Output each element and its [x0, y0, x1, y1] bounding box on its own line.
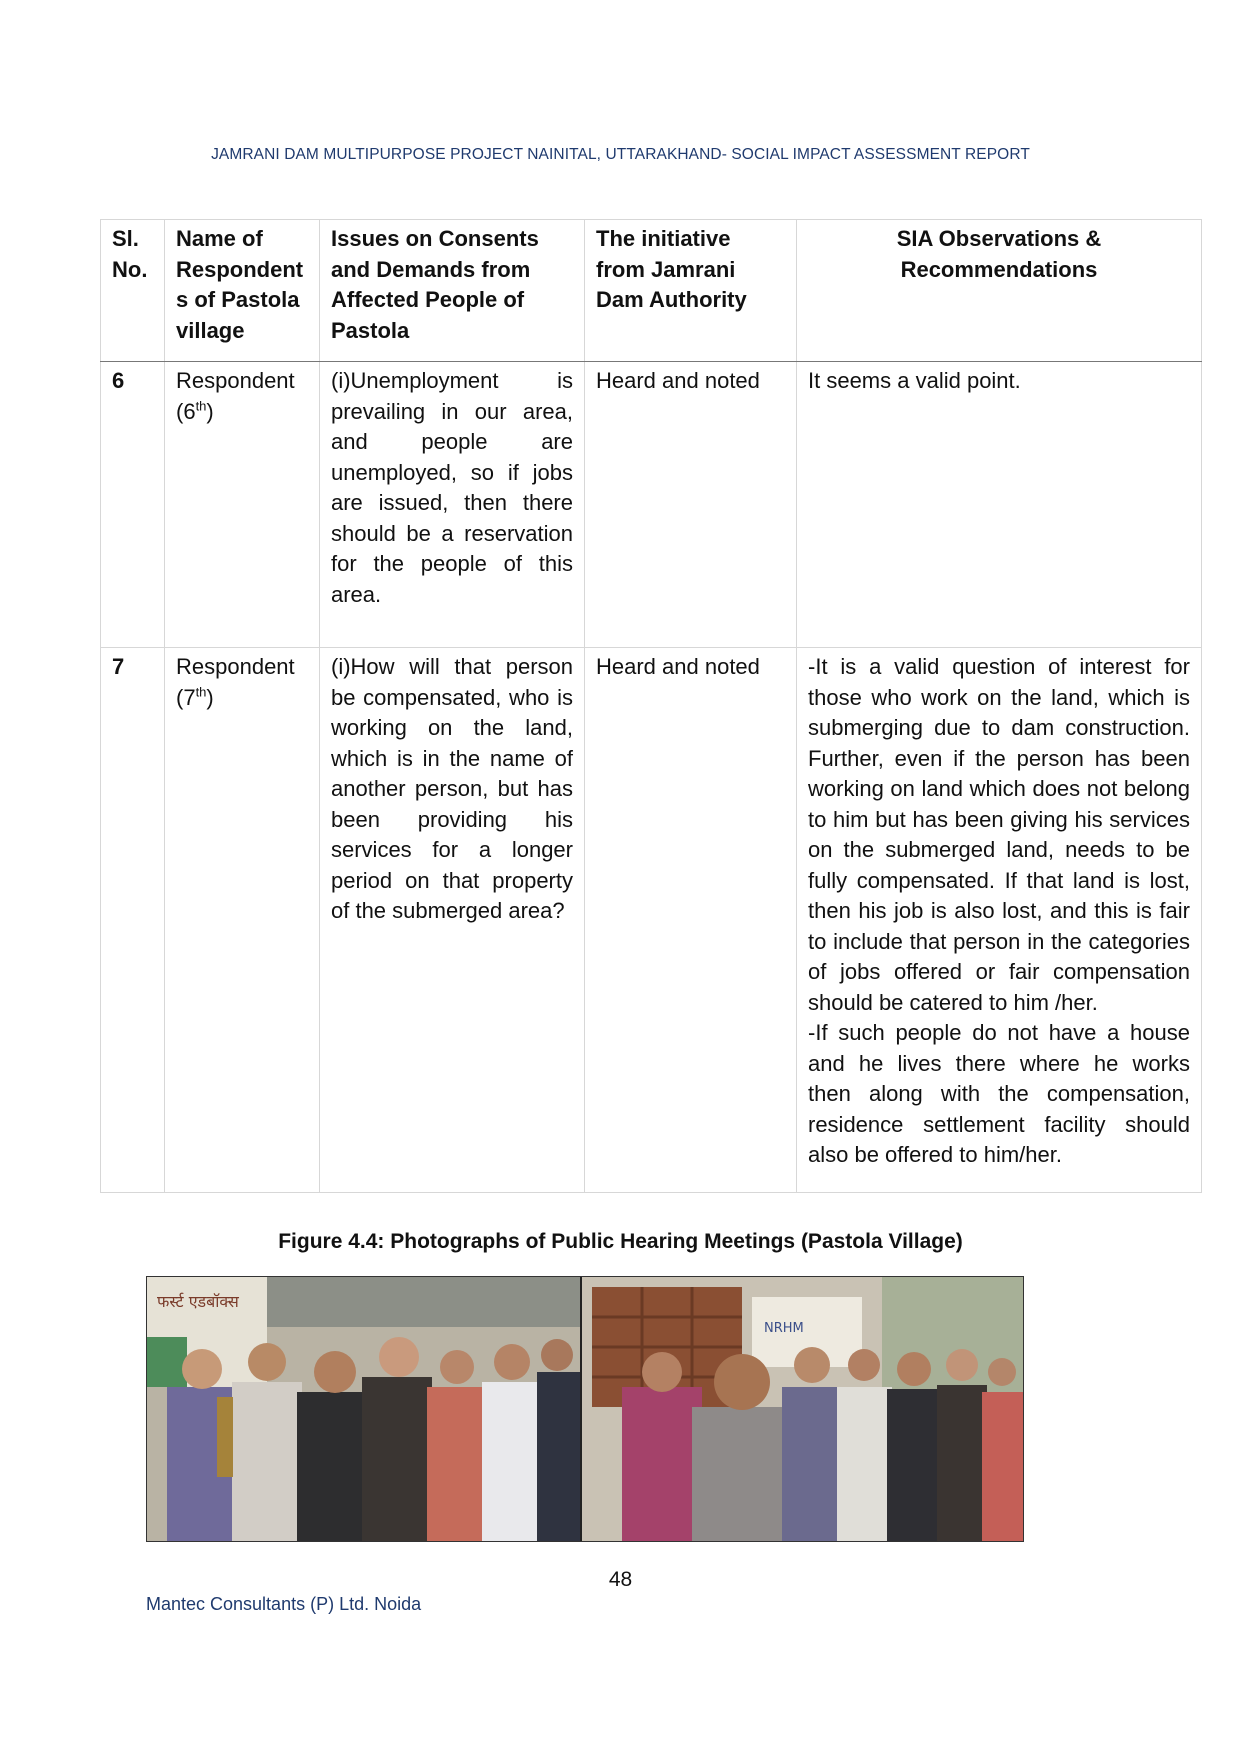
column-header-initiative: The initiative from Jamrani Dam Authority	[585, 220, 797, 362]
respondents-table	[100, 219, 1202, 1193]
observation-cell	[797, 648, 1202, 1193]
footer-company: Mantec Consultants (P) Ltd. Noida	[146, 1594, 422, 1614]
sl-no-cell: 7	[101, 648, 165, 1193]
respondent-cell	[165, 362, 320, 648]
respondent-name: Respondent (6	[176, 368, 295, 424]
sl-no-cell: 6	[101, 362, 165, 648]
initiative-cell: Heard and noted	[585, 362, 797, 648]
respondent-cell	[165, 648, 320, 1193]
issue-cell: (i)How will that person be compensated, who is working on the land, which is in the name of another person, but has been providing his services for a longer period on that property of the submerged area?	[320, 648, 585, 1193]
observation-paragraph: -If such people do not have a house and he lives there where he works then along with the compensation, residence settlement facility should also be offered to him/her.	[808, 1020, 1190, 1167]
page-number: 48	[608, 1568, 633, 1591]
table-row	[101, 648, 1202, 1193]
column-header-observations: SIA Observations & Recommendations	[797, 220, 1202, 362]
ordinal-suffix: th	[195, 684, 207, 700]
column-header-sl-no: Sl. No.	[101, 220, 165, 362]
table-row	[101, 362, 1202, 648]
meeting-photo-right-image	[582, 1277, 1023, 1541]
respondent-name-end: )	[206, 684, 214, 710]
ordinal-suffix: th	[195, 398, 207, 414]
sign-text-right: NRHM	[764, 1321, 804, 1336]
column-header-issues: Issues on Consents and Demands from Affected People of Pastola	[320, 220, 585, 362]
meeting-photo-left-image	[147, 1277, 580, 1541]
sign-text-left: फर्स्ट एडबॉक्स	[157, 1292, 239, 1311]
photo-strip	[146, 1276, 1024, 1542]
observation-paragraph: -It is a valid question of interest for those who work on the land, which is submerging due to dam construction. Further, even if the person has been working on land which does not belong to him but has been giving his services on the submerged land, needs to be fully compensated. If that land is lost, then his job is also lost, and this is fair to include that person in the categories of jobs offered or fair compensation should be catered to him /her.	[808, 654, 1190, 1015]
meeting-photo-left	[147, 1277, 582, 1541]
table-header-row	[101, 220, 1202, 362]
observation-cell: It seems a valid point.	[797, 362, 1202, 648]
meeting-photo-right	[582, 1277, 1023, 1541]
respondent-name: Respondent (7	[176, 654, 295, 710]
column-header-respondent: Name of Respondent s of Pastola village	[165, 220, 320, 362]
report-header: JAMRANI DAM MULTIPURPOSE PROJECT NAINITAL, UTTARAKHAND- SOCIAL IMPACT ASSESSMENT REPORT	[211, 146, 1030, 163]
issue-cell: (i)Unemployment is prevailing in our area, and people are unemployed, so if jobs are issued, then there should be a reservation for the people of this area.	[320, 362, 585, 648]
figure-caption: Figure 4.4: Photographs of Public Hearing Meetings (Pastola Village)	[278, 1230, 963, 1253]
respondent-name-end: )	[206, 398, 214, 424]
initiative-cell: Heard and noted	[585, 648, 797, 1193]
